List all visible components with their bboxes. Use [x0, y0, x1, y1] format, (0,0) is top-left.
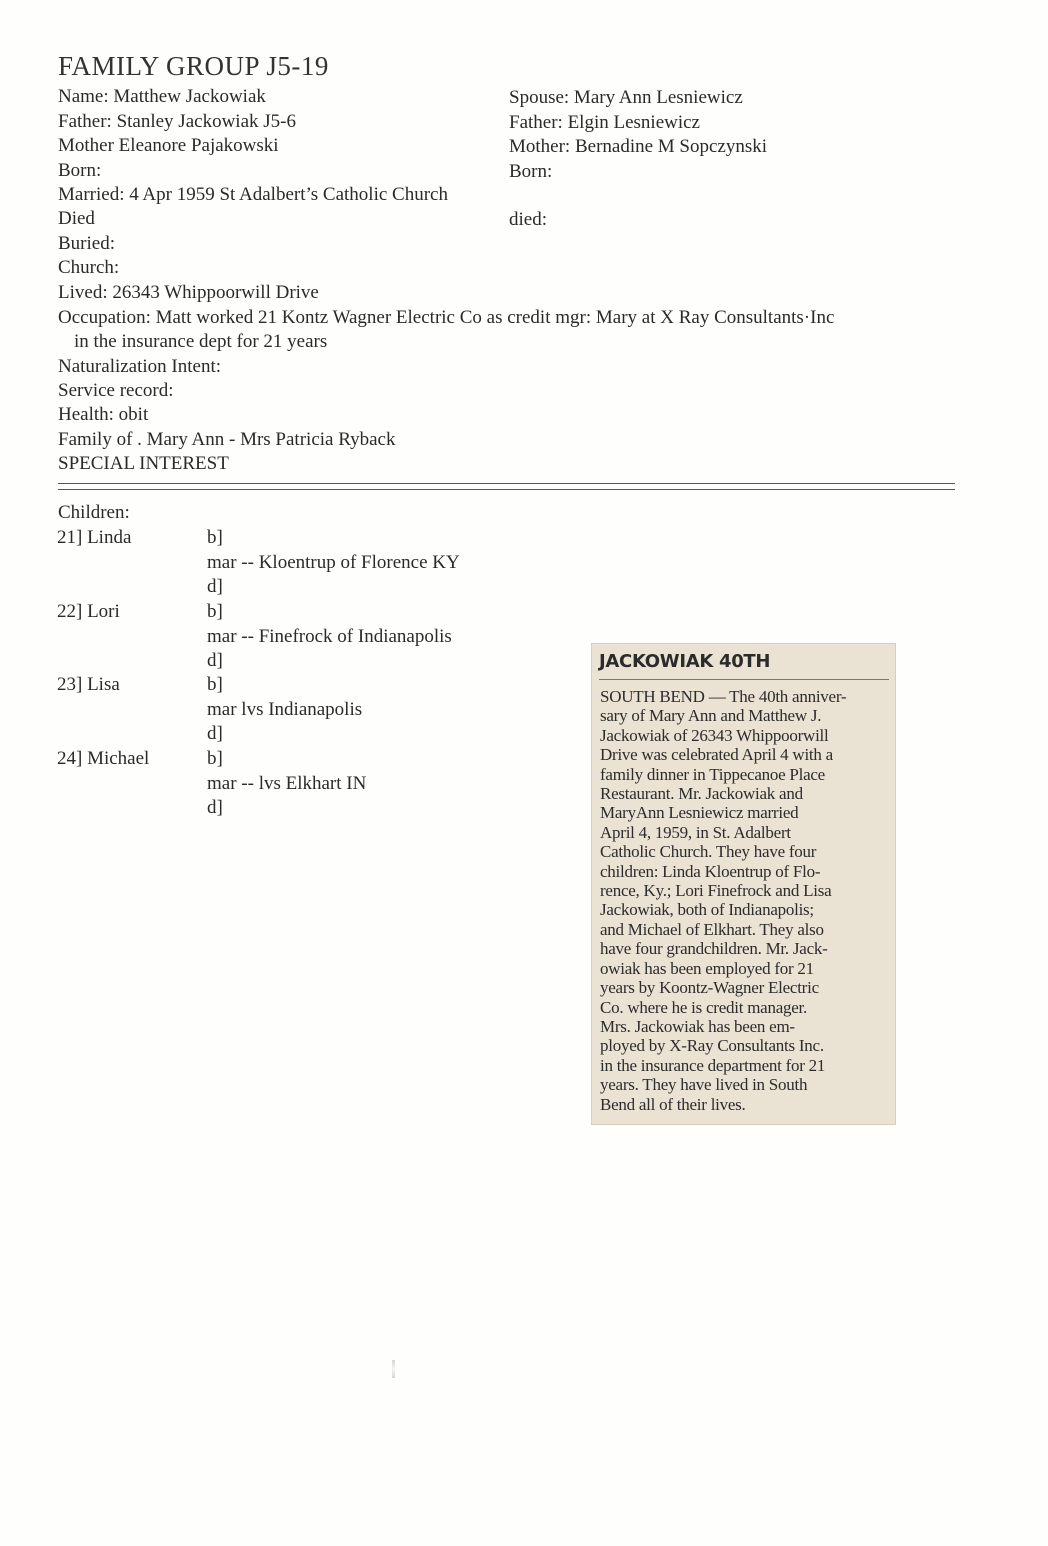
child-married: mar -- Kloentrup of Florence KY — [207, 552, 460, 573]
child-married: mar -- Finefrock of Indianapolis — [207, 626, 452, 647]
clipping-line: owiak has been employed for 21 — [600, 958, 814, 978]
scan-speck — [392, 1360, 395, 1378]
child-married: mar lvs Indianapolis — [207, 699, 363, 720]
clipping-line: have four grandchildren. Mr. Jack- — [600, 939, 828, 959]
child-born: b] — [207, 674, 223, 695]
clipping-line: MaryAnn Lesniewicz married — [600, 803, 799, 823]
occupation-continued: in the insurance dept for 21 years — [74, 331, 328, 352]
spouse-father-field: Father: Elgin Lesniewicz — [509, 112, 700, 133]
clipping-line: Catholic Church. They have four — [600, 842, 817, 862]
clipping-line: Restaurant. Mr. Jackowiak and — [600, 784, 803, 804]
occupation-field: Occupation: Matt worked 21 Kontz Wagner Electric Co as credit mgr: Mary at X Ray Consultants·Inc — [58, 307, 835, 328]
clipping-line: family dinner in Tippecanoe Place — [600, 764, 825, 784]
clipping-line: Jackowiak, both of Indianapolis; — [600, 900, 814, 920]
spouse-field: Spouse: Mary Ann Lesniewicz — [509, 87, 743, 108]
lived-field: Lived: 26343 Whippoorwill Drive — [58, 282, 319, 303]
clipping-rule — [599, 679, 889, 680]
child-name: 24] Michael — [57, 748, 150, 769]
clipping-body — [600, 687, 888, 1114]
clipping-line: years. They have lived in South — [600, 1075, 808, 1095]
clipping-line: ployed by X-Ray Consultants Inc. — [600, 1036, 824, 1056]
clipping-line: children: Linda Kloentrup of Flo- — [600, 861, 821, 881]
married-field: Married: 4 Apr 1959 St Adalbert’s Catholic Church — [58, 184, 448, 205]
spouse-died-field: died: — [509, 209, 547, 230]
child-name: 23] Lisa — [57, 674, 120, 695]
clipping-line: Bend all of their lives. — [600, 1094, 746, 1114]
child-name: 22] Lori — [57, 601, 120, 622]
clipping-line: years by Koontz-Wagner Electric — [600, 978, 819, 998]
family-of-field: Family of . Mary Ann - Mrs Patricia Ryback — [58, 429, 396, 450]
child-born: b] — [207, 527, 223, 548]
child-died: d] — [207, 650, 223, 671]
children-label: Children: — [58, 502, 130, 523]
naturalization-field: Naturalization Intent: — [58, 356, 222, 377]
child-died: d] — [207, 797, 223, 818]
section-divider — [58, 483, 955, 490]
clipping-headline: JACKOWIAK 40TH — [599, 651, 771, 672]
clipping-line: April 4, 1959, in St. Adalbert — [600, 822, 791, 842]
mother-field: Mother Eleanore Pajakowski — [58, 135, 279, 156]
clipping-line: Drive was celebrated April 4 with a — [600, 745, 833, 765]
child-born: b] — [207, 748, 223, 769]
special-interest-label: SPECIAL INTEREST — [58, 453, 229, 474]
child-married: mar -- lvs Elkhart IN — [207, 773, 367, 794]
clipping-line: and Michael of Elkhart. They also — [600, 919, 824, 939]
child-died: d] — [207, 723, 223, 744]
buried-field: Buried: — [58, 233, 115, 254]
child-died: d] — [207, 576, 223, 597]
clipping-line: Jackowiak of 26343 Whippoorwill — [600, 725, 829, 745]
name-field: Name: Matthew Jackowiak — [58, 86, 266, 107]
born-field: Born: — [58, 160, 102, 181]
child-name: 21] Linda — [57, 527, 132, 548]
clipping-line: rence, Ky.; Lori Finefrock and Lisa — [600, 881, 832, 901]
page-title: FAMILY GROUP J5-19 — [58, 51, 329, 81]
child-born: b] — [207, 601, 223, 622]
spouse-mother-field: Mother: Bernadine M Sopczynski — [509, 136, 768, 157]
church-field: Church: — [58, 257, 120, 278]
spouse-born-field: Born: — [509, 161, 553, 182]
clipping-line: in the insurance department for 21 — [600, 1055, 826, 1075]
health-field: Health: obit — [58, 404, 149, 425]
clipping-line: SOUTH BEND — The 40th anniver- — [600, 687, 847, 706]
clipping-line: Co. where he is credit manager. — [600, 997, 808, 1017]
died-field: Died — [58, 208, 95, 229]
clipping-line: Mrs. Jackowiak has been em- — [600, 1016, 795, 1036]
clipping-line: sary of Mary Ann and Matthew J. — [600, 706, 822, 726]
service-record-field: Service record: — [58, 380, 174, 401]
newspaper-clipping — [591, 643, 896, 1125]
father-field: Father: Stanley Jackowiak J5-6 — [58, 111, 296, 132]
